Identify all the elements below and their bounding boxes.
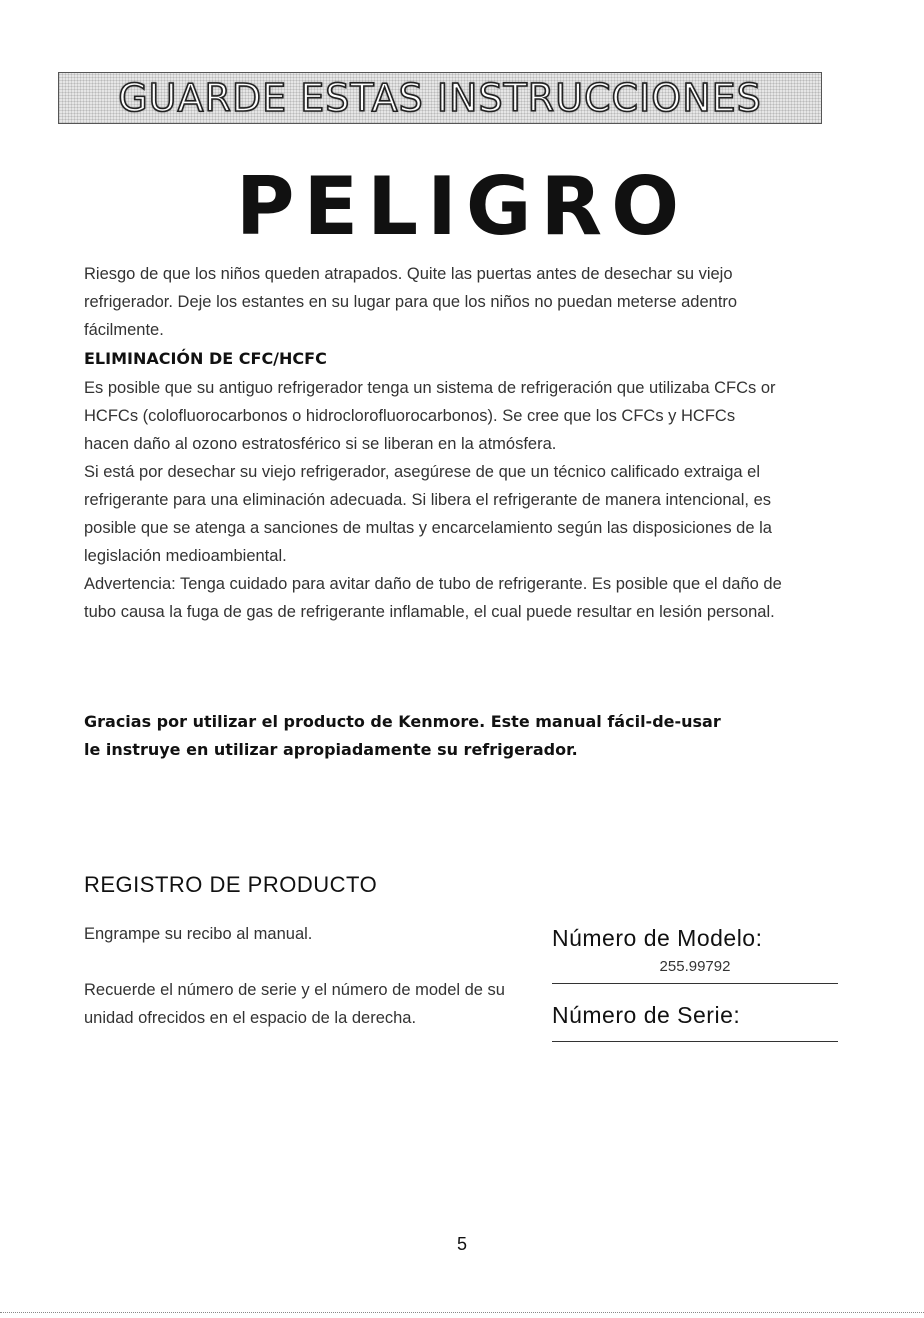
disposal-paragraph: Si está por desechar su viejo refrigerador, asegúrese de que un técnico calificado extraiga el refrigerante para una eliminación adecuada. Si libera el refrigerante de manera intencional, es posible que se atenga a sanciones de multas y encarcelamiento según las disposiciones de la legislación medioambiental. (84, 463, 772, 565)
serial-number-label: Número de Serie: (552, 1002, 741, 1028)
registration-notes (84, 920, 534, 1060)
thanks-line-1: Gracias por utilizar el producto de Kenmore. Este manual fácil-de-usar (84, 712, 721, 731)
banner-text: GUARDE ESTAS INSTRUCCIONES (118, 76, 762, 120)
staple-note: Engrampe su recibo al manual. (84, 925, 313, 943)
record-note: Recuerde el número de serie y el número de model de su unidad ofrecidos en el espacio de la derecha. (84, 981, 505, 1027)
save-instructions-banner (58, 72, 822, 124)
model-number-label: Número de Modelo: (552, 925, 763, 951)
warning-paragraph: Advertencia: Tenga cuidado para avitar daño de tubo de refrigerante. Es posible que el daño de tubo causa la fuga de gas de refrigerante inflamable, el cual puede resultar en lesión personal. (84, 575, 782, 621)
registration-title: REGISTRO DE PRODUCTO (84, 872, 378, 897)
danger-title: PELIGRO (235, 160, 689, 253)
model-number-line (552, 983, 838, 984)
page-number: 5 (456, 1234, 467, 1254)
cfc-heading: ELIMINACIÓN DE CFC/HCFC (84, 349, 327, 368)
serial-number-line (552, 1041, 838, 1042)
model-number-value: 255.99792 (659, 958, 731, 975)
thanks-line-2: le instruye en utilizar apropiadamente su refrigerador. (84, 740, 578, 759)
safety-text-block (84, 260, 784, 626)
cfc-paragraph: Es posible que su antiguo refrigerador tenga un sistema de refrigeración que utilizaba CFCs or HCFCs (colofluorocarbonos o hidroclorofluorocarbonos). Se cree que los CFCs y HCFCs hacen daño al ozono estratosférico si se liberan en la atmósfera. (84, 379, 776, 453)
thank-you-message (84, 708, 804, 764)
bottom-divider (0, 1312, 924, 1313)
entrapment-paragraph: Riesgo de que los niños queden atrapados. Quite las puertas antes de desechar su viejo refrigerador. Deje los estantes en su lugar para que los niños no puedan meterse adentro fácilmente. (84, 265, 738, 339)
